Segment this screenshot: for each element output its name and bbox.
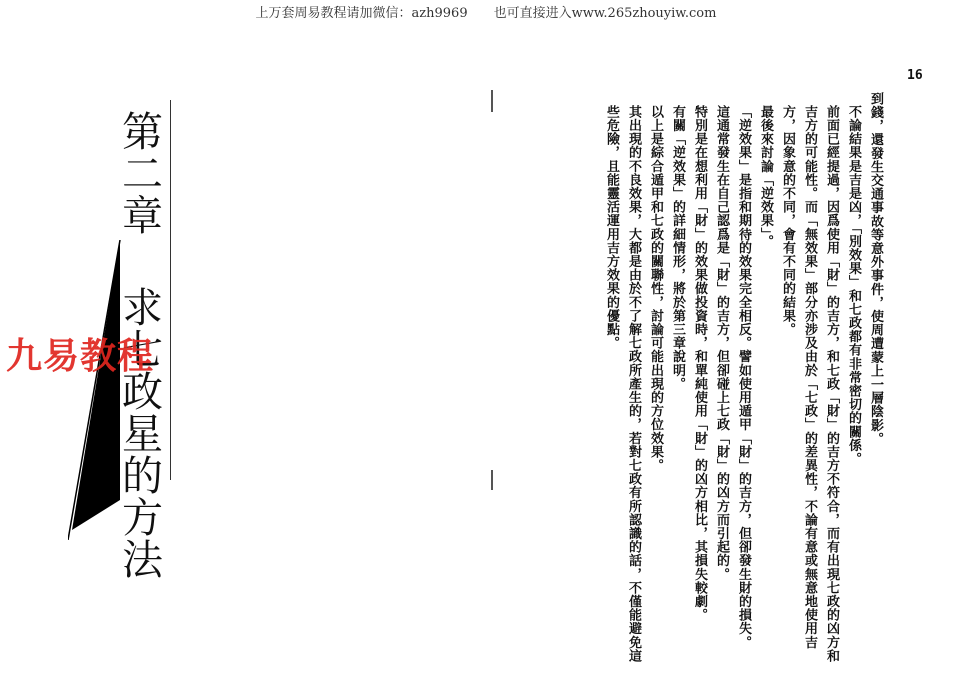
paragraph: 「逆效果」是指和期待的效果完全相反。譬如使用遁甲「財」的吉方，但卻發生財的損失。 (736, 105, 751, 649)
gutter-mark (491, 90, 493, 112)
paragraph: 到錢，還發生交通事故等意外事件，使周遭蒙上一層陰影。 (868, 92, 883, 446)
page-number: 16 (907, 68, 923, 83)
chapter-rule (170, 100, 171, 480)
chapter-heading: 求七政星的方法 (115, 286, 163, 580)
paragraph: 不論結果是吉是凶，「別效果」和七政都有非常密切的關係。 (846, 105, 861, 466)
gutter-mark (491, 470, 493, 490)
paragraph: 這通常發生在自己認爲是「財」的吉方，但卻碰上七政「財」的凶方而引起的。 (714, 105, 729, 581)
paragraph: 前面已經提過，因爲使用「財」的吉方，和七政「財」的吉方不符合，而有出現七政的凶方和吉方的可能性。而「無效果」部分亦涉及由於「七政」的差異性，不論有意或無意地使用吉方，因象意的不同，會有不同的結果。 (780, 105, 839, 663)
paragraph: 以上是綜合遁甲和七政的關聯性，討論可能出現的方位效果。 (648, 105, 663, 473)
paragraph: 特別是在想利用「財」的效果做投資時，和單純使用「財」的凶方相比，其損失較劇。 (692, 105, 707, 622)
paragraph: 其出現的不良效果，大都是由於不了解七政所產生的，若對七政有所認識的話，不僅能避免這些危險，且能靈活運用吉方效果的優點。 (604, 105, 641, 663)
paragraph: 有關「逆效果」的詳細情形，將於第三章說明。 (670, 105, 685, 391)
chapter-label: 第二章 (115, 110, 163, 236)
paragraph: 最後來討論「逆效果」。 (758, 105, 773, 249)
body-text (600, 92, 886, 672)
watermark: 九易教程 (6, 336, 155, 377)
top-banner: 上万套周易教程请加微信：azh9969 也可直接进入www.265zhouyiw.com (255, 6, 717, 21)
